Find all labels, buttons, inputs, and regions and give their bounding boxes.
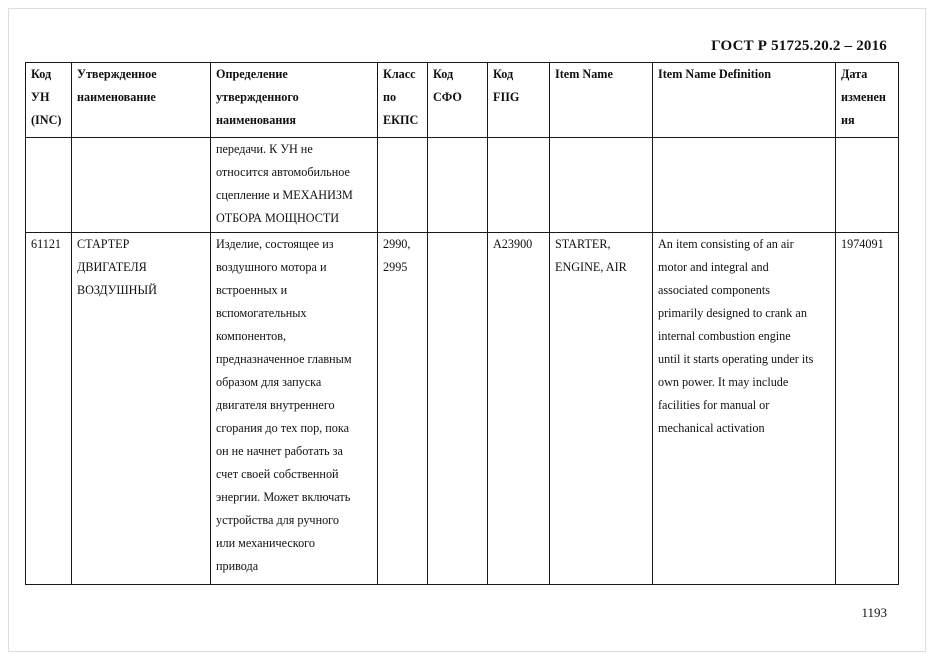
cell-item-name-definition	[653, 138, 836, 233]
cell-sfo-code	[428, 233, 488, 585]
document-standard-header: ГОСТ Р 51725.20.2 – 2016	[711, 38, 887, 54]
cell-approved-name	[72, 138, 211, 233]
cell-definition: передачи. К УН не относится автомобильное сцепление и МЕХАНИЗМ ОТБОРА МОЩНОСТИ	[211, 138, 378, 233]
cell-approved-name: СТАРТЕР ДВИГАТЕЛЯ ВОЗДУШНЫЙ	[72, 233, 211, 585]
cell-change-date: 1974091	[836, 233, 899, 585]
cell-ekps-class: 2990, 2995	[378, 233, 428, 585]
column-header-fiig-code: Код FIIG	[488, 63, 550, 138]
cell-inc: 61121	[26, 233, 72, 585]
column-header-definition: Определение утвержденного наименования	[211, 63, 378, 138]
cell-fiig-code	[488, 138, 550, 233]
classification-table	[25, 62, 899, 585]
column-header-approved-name: Утвержденное наименование	[72, 63, 211, 138]
cell-ekps-class	[378, 138, 428, 233]
column-header-item-name: Item Name	[550, 63, 653, 138]
table-row	[26, 138, 899, 233]
column-header-item-name-definition: Item Name Definition	[653, 63, 836, 138]
table-row	[26, 233, 899, 585]
column-header-change-date: Дата изменен ия	[836, 63, 899, 138]
page-number: 1193	[861, 605, 887, 620]
cell-item-name: STARTER, ENGINE, AIR	[550, 233, 653, 585]
cell-inc	[26, 138, 72, 233]
cell-definition: Изделие, состоящее из воздушного мотора и встроенных и вспомогательных компонентов, предназначенное главным образом для запуска двигателя внутреннего сгорания до тех пор, пока он не начнет работать за счет своей собственной энергии. Может включать устройства для ручного или механического привода	[211, 233, 378, 585]
column-header-ekps-class: Класс по ЕКПС	[378, 63, 428, 138]
cell-item-name	[550, 138, 653, 233]
cell-item-name-definition: An item consisting of an air motor and integral and associated components primarily designed to crank an internal combustion engine until it starts operating under its own power. It may include facilities for manual or mechanical activation	[653, 233, 836, 585]
cell-fiig-code: A23900	[488, 233, 550, 585]
column-header-inc: Код УН (INC)	[26, 63, 72, 138]
cell-sfo-code	[428, 138, 488, 233]
cell-change-date	[836, 138, 899, 233]
table-header-row	[26, 63, 899, 138]
column-header-sfo-code: Код СФО	[428, 63, 488, 138]
